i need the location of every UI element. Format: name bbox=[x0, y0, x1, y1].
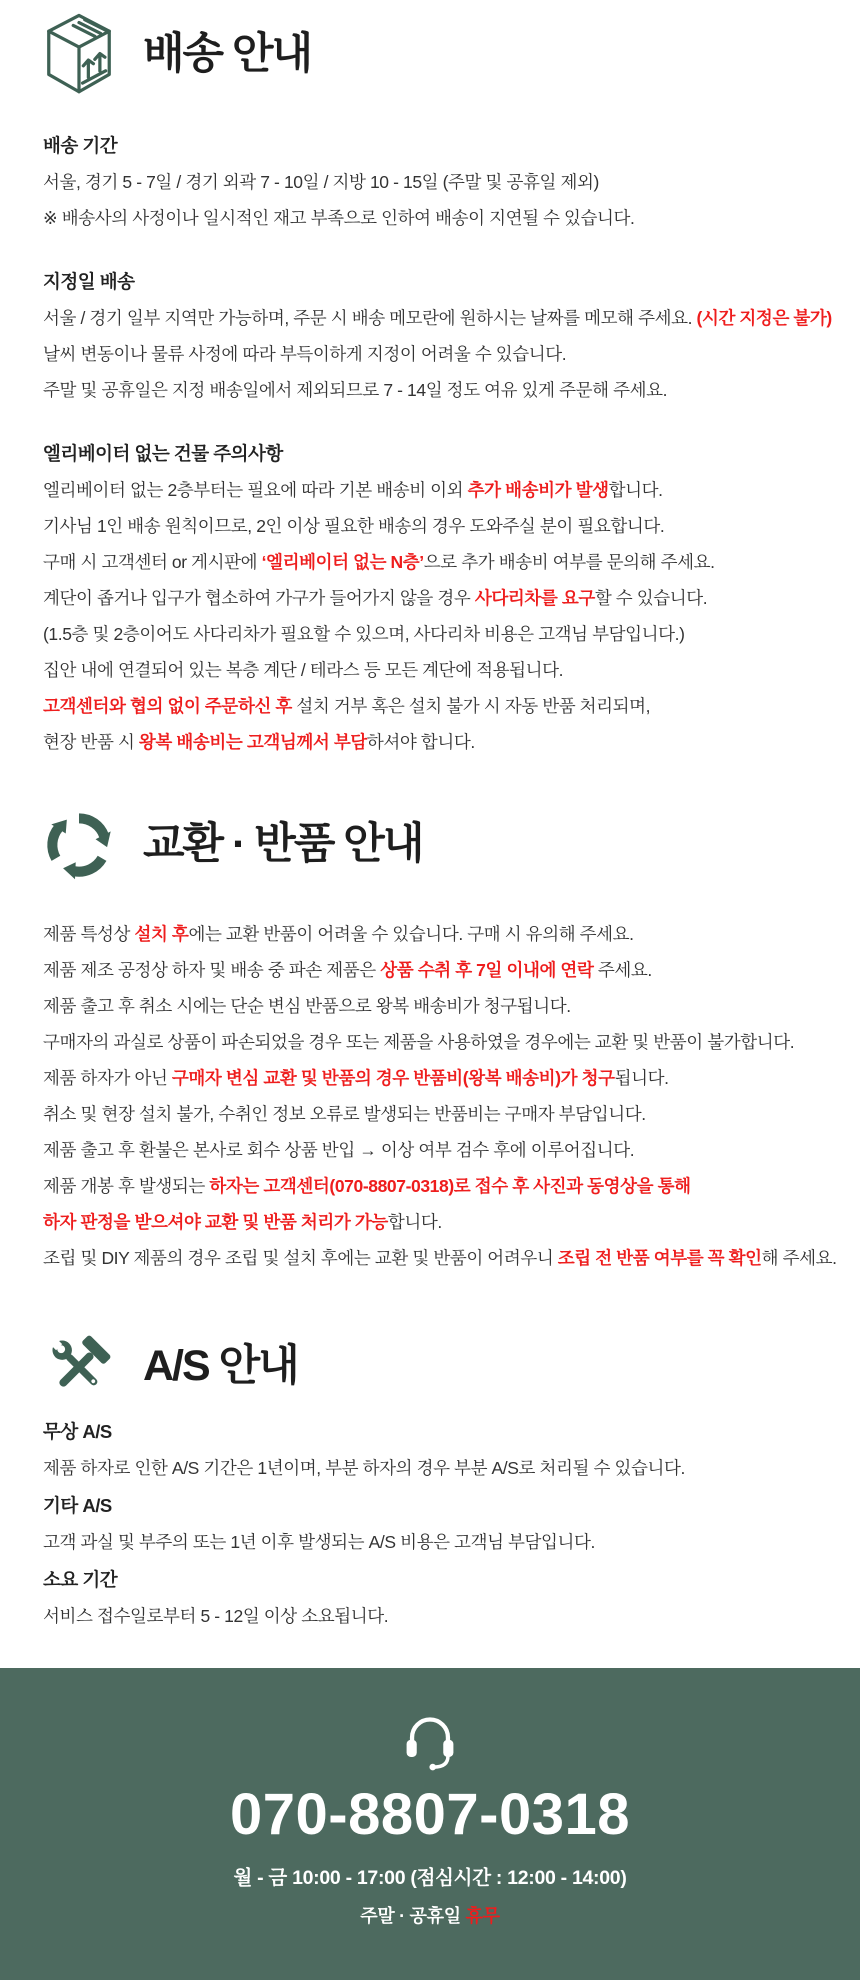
text-segment: 제품 하자로 인한 A/S 기간은 1년이며, 부분 하자의 경우 부분 A/S로 처리될 수 있습니다. bbox=[43, 1458, 685, 1478]
text-line bbox=[43, 1240, 838, 1276]
section-shipping-header bbox=[43, 10, 838, 100]
block-as-duration bbox=[43, 1562, 838, 1634]
text-segment: 합니다. bbox=[387, 1212, 442, 1232]
text-line bbox=[43, 1096, 838, 1132]
text-line bbox=[43, 1132, 838, 1168]
section-exchange-title: 교환 · 반품 안내 bbox=[143, 820, 423, 869]
text-line bbox=[43, 1524, 838, 1560]
block-heading: 무상 A/S bbox=[43, 1421, 112, 1442]
box-icon bbox=[43, 10, 115, 100]
text-segment: 집안 내에 연결되어 있는 복층 계단 / 테라스 등 모든 계단에 적용됩니다. bbox=[43, 660, 564, 680]
alert-text-segment: 조립 전 반품 여부를 꼭 확인 bbox=[557, 1248, 762, 1268]
customer-center-footer bbox=[0, 1668, 860, 1980]
customer-center-weekend bbox=[0, 1902, 860, 1928]
text-segment: 조립 및 DIY 제품의 경우 조립 및 설치 후에는 교환 및 반품이 어려우니 bbox=[43, 1248, 558, 1268]
text-segment: 서울 / 경기 일부 지역만 가능하며, 주문 시 배송 메모란에 원하시는 날짜를 메모해 주세요. bbox=[43, 308, 697, 328]
text-segment: 날씨 변동이나 물류 사정에 따라 부득이하게 지정이 어려울 수 있습니다. bbox=[43, 344, 567, 364]
text-segment: 설치 거부 혹은 설치 불가 시 자동 반품 처리되며, bbox=[296, 696, 651, 716]
text-line bbox=[43, 724, 838, 760]
text-segment: 엘리베이터 없는 2층부터는 필요에 따라 기본 배송비 이외 bbox=[43, 480, 468, 500]
text-segment: 제품 출고 후 취소 시에는 단순 변심 반품으로 왕복 배송비가 청구됩니다. bbox=[43, 996, 571, 1016]
text-segment: 계단이 좁거나 입구가 협소하여 가구가 들어가지 않을 경우 bbox=[43, 588, 475, 608]
section-shipping bbox=[43, 10, 838, 760]
text-segment: 주세요. bbox=[593, 960, 652, 980]
tools-icon bbox=[43, 1322, 115, 1412]
block-exchange-return-lines bbox=[43, 916, 838, 1276]
alert-text-segment: 고객센터와 협의 없이 주문하신 후 bbox=[43, 696, 297, 716]
text-segment: 구매자의 과실로 상품이 파손되었을 경우 또는 제품을 사용하였을 경우에는 교환 및 반품이 불가합니다. bbox=[43, 1032, 795, 1052]
alert-text-segment: ‘엘리베이터 없는 N층’ bbox=[261, 552, 424, 572]
text-segment: 취소 및 현장 설치 불가, 수취인 정보 오류로 발생되는 반품비는 구매자 부담입니다. bbox=[43, 1104, 646, 1124]
text-line bbox=[43, 580, 838, 616]
text-segment: 됩니다. bbox=[614, 1068, 669, 1088]
text-segment: 하셔야 합니다. bbox=[366, 732, 475, 752]
text-line bbox=[43, 1450, 838, 1486]
text-segment: 서울, 경기 5 - 7일 / 경기 외곽 7 - 10일 / 지방 10 - 15일 (주말 및 공휴일 제외) bbox=[43, 172, 599, 192]
text-line bbox=[43, 652, 838, 688]
block-scheduled-delivery bbox=[43, 264, 838, 408]
block-delivery-period bbox=[43, 128, 838, 236]
section-exchange-header bbox=[43, 800, 838, 890]
section-exchange-return bbox=[43, 800, 838, 1276]
text-segment: 제품 하자가 아닌 bbox=[43, 1068, 172, 1088]
text-line bbox=[43, 200, 838, 236]
block-heading: 배송 기간 bbox=[43, 135, 118, 156]
text-line bbox=[43, 1598, 838, 1634]
alert-text-segment: 설치 후 bbox=[134, 924, 189, 944]
alert-text-segment: 하자는 고객센터(070-8807-0318)로 접수 후 사진과 동영상을 통해 bbox=[209, 1176, 691, 1196]
text-line bbox=[43, 688, 838, 724]
text-segment: (1.5층 및 2층이어도 사다리차가 필요할 수 있으며, 사다리차 비용은 고객님 부담입니다.) bbox=[43, 624, 685, 644]
alert-text-segment: 왕복 배송비는 고객님께서 부담 bbox=[138, 732, 367, 752]
alert-text-segment: 상품 수취 후 7일 이내에 연락 bbox=[380, 960, 594, 980]
alert-text-segment: (시간 지정은 불가) bbox=[696, 308, 832, 328]
text-segment: 제품 제조 공정상 하자 및 배송 중 파손 제품은 bbox=[43, 960, 381, 980]
block-heading: 기타 A/S bbox=[43, 1495, 112, 1516]
section-as bbox=[43, 1322, 838, 1634]
text-segment: 으로 추가 배송비 여부를 문의해 주세요. bbox=[423, 552, 715, 572]
text-segment: 제품 특성상 bbox=[43, 924, 135, 944]
text-line bbox=[43, 616, 838, 652]
alert-text-segment: 사다리차를 요구 bbox=[474, 588, 595, 608]
text-line bbox=[43, 1024, 838, 1060]
alert-text-segment: 구매자 변심 교환 및 반품의 경우 반품비(왕복 배송비)가 청구 bbox=[171, 1068, 615, 1088]
text-line bbox=[43, 952, 838, 988]
text-line bbox=[43, 916, 838, 952]
section-as-header bbox=[43, 1322, 838, 1412]
block-no-elevator-notice bbox=[43, 436, 838, 760]
text-segment: 할 수 있습니다. bbox=[594, 588, 708, 608]
text-line bbox=[43, 164, 838, 200]
section-as-title: A/S 안내 bbox=[143, 1342, 298, 1391]
customer-center-hours: 월 - 금 10:00 - 17:00 (점심시간 : 12:00 - 14:00) bbox=[233, 1867, 627, 1889]
block-heading: 엘리베이터 없는 건물 주의사항 bbox=[43, 443, 283, 464]
recycle-icon bbox=[43, 800, 115, 890]
alert-text-segment: 추가 배송비가 발생 bbox=[467, 480, 609, 500]
text-line bbox=[43, 372, 838, 408]
text-line bbox=[43, 508, 838, 544]
text-line bbox=[43, 1204, 838, 1240]
text-segment: 해 주세요. bbox=[761, 1248, 837, 1268]
customer-center-phone: 070-8807-0318 bbox=[230, 1782, 630, 1847]
text-segment: 주말 · 공휴일 bbox=[360, 1906, 466, 1926]
text-line bbox=[43, 1168, 838, 1204]
text-segment: 고객 과실 및 부주의 또는 1년 이후 발생되는 A/S 비용은 고객님 부담입니다. bbox=[43, 1532, 596, 1552]
alert-text-segment: 하자 판정을 받으셔야 교환 및 반품 처리가 가능 bbox=[43, 1212, 388, 1232]
text-segment: 에는 교환 반품이 어려울 수 있습니다. 구매 시 유의해 주세요. bbox=[188, 924, 634, 944]
text-line bbox=[43, 544, 838, 580]
block-other-as bbox=[43, 1488, 838, 1560]
section-shipping-title: 배송 안내 bbox=[143, 30, 312, 79]
text-line bbox=[43, 1060, 838, 1096]
block-heading: 지정일 배송 bbox=[43, 271, 135, 292]
text-line bbox=[43, 472, 838, 508]
text-line bbox=[43, 300, 838, 336]
text-segment: ※ 배송사의 사정이나 일시적인 재고 부족으로 인하여 배송이 지연될 수 있습니다. bbox=[43, 208, 635, 228]
block-free-as bbox=[43, 1414, 838, 1486]
text-segment: 합니다. bbox=[608, 480, 663, 500]
text-segment: 주말 및 공휴일은 지정 배송일에서 제외되므로 7 - 14일 정도 여유 있게 주문해 주세요. bbox=[43, 380, 668, 400]
text-segment: 제품 출고 후 환불은 본사로 회수 상품 반입 → 이상 여부 검수 후에 이루어집니다. bbox=[43, 1140, 635, 1160]
text-segment: 서비스 접수일로부터 5 - 12일 이상 소요됩니다. bbox=[43, 1606, 389, 1626]
block-heading: 소요 기간 bbox=[43, 1569, 118, 1590]
text-segment: 현장 반품 시 bbox=[43, 732, 139, 752]
alert-text-segment: 휴무 bbox=[465, 1906, 500, 1926]
text-segment: 구매 시 고객센터 or 게시판에 bbox=[43, 552, 262, 572]
text-segment: 기사님 1인 배송 원칙이므로, 2인 이상 필요한 배송의 경우 도와주실 분이 필요합니다. bbox=[43, 516, 665, 536]
headset-icon bbox=[391, 1706, 469, 1772]
text-line bbox=[43, 988, 838, 1024]
text-segment: 제품 개봉 후 발생되는 bbox=[43, 1176, 210, 1196]
text-line bbox=[43, 336, 838, 372]
